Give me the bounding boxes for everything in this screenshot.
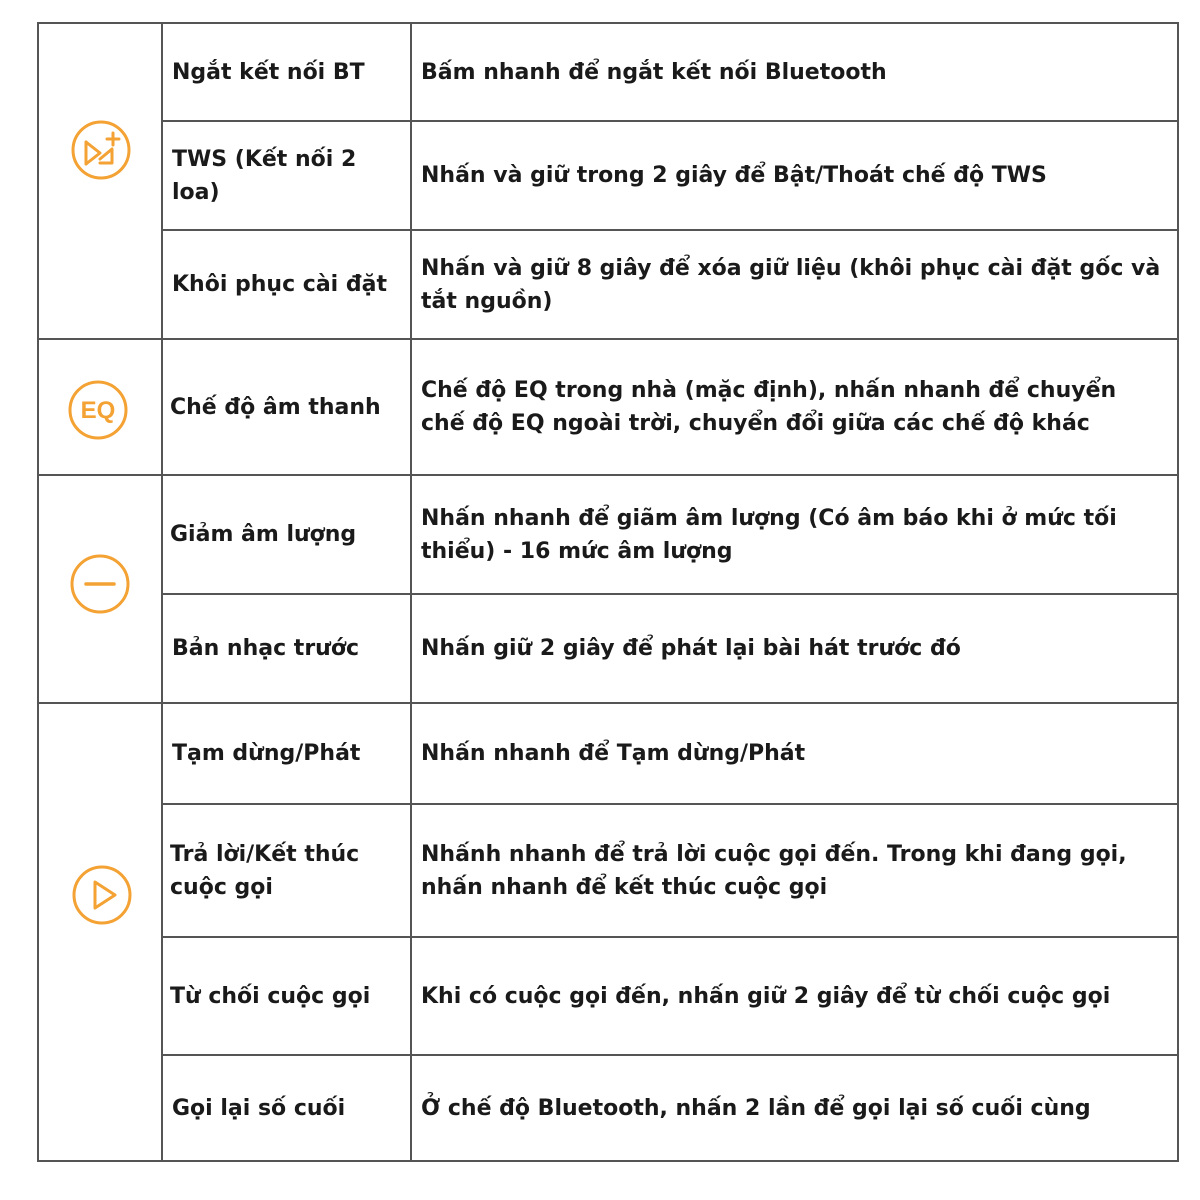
function-label: Khôi phục cài đặt <box>172 272 387 297</box>
eq-icon-label: EQ <box>80 397 116 424</box>
function-description: Nhấn và giữ trong 2 giây để Bật/Thoát chế độ TWS <box>421 163 1047 188</box>
function-label: Giảm âm lượng <box>170 522 357 547</box>
play-icon <box>71 864 133 926</box>
function-description: Ở chế độ Bluetooth, nhấn 2 lần để gọi lại số cuối cùng <box>421 1095 1091 1121</box>
minus-icon <box>69 553 131 615</box>
function-description: Nhấn nhanh để giãm âm lượng (Có âm báo khi ở mức tối thiểu) - 16 mức âm lượng <box>421 505 1117 564</box>
function-label: Gọi lại số cuối <box>172 1095 346 1121</box>
function-description: Nhấnh nhanh để trả lời cuộc gọi đến. Trong khi đang gọi, nhấn nhanh để kết thúc cuộc gọi <box>421 841 1127 900</box>
function-label: Chế độ âm thanh <box>170 394 381 420</box>
function-description: Khi có cuộc gọi đến, nhấn giữ 2 giây để từ chối cuộc gọi <box>421 983 1111 1009</box>
function-label: Trả lời/Kết thúc cuộc gọi <box>170 841 360 900</box>
function-label: Từ chối cuộc gọi <box>170 983 371 1009</box>
function-description: Nhấn giữ 2 giây để phát lại bài hát trước đó <box>421 636 961 661</box>
function-label: Tạm dừng/Phát <box>172 741 361 766</box>
eq-icon <box>67 379 129 441</box>
function-description: Bấm nhanh để ngắt kết nối Bluetooth <box>421 59 887 85</box>
column-divider <box>161 24 163 1160</box>
function-label: Bản nhạc trước <box>172 636 359 661</box>
bluetooth-connect-icon <box>70 119 132 181</box>
function-label: TWS (Kết nối 2 loa) <box>172 146 357 205</box>
function-description: Nhấn nhanh để Tạm dừng/Phát <box>421 741 806 766</box>
function-label: Ngắt kết nối BT <box>172 59 365 85</box>
button-function-table <box>37 22 1179 1162</box>
function-description: Nhấn và giữ 8 giây để xóa giữ liệu (khôi phục cài đặt gốc và tắt nguồn) <box>421 255 1161 314</box>
function-description: Chế độ EQ trong nhà (mặc định), nhấn nhanh để chuyển chế độ EQ ngoài trời, chuyển đổi giữa các chế độ khác <box>421 378 1117 436</box>
column-divider <box>410 24 412 1160</box>
